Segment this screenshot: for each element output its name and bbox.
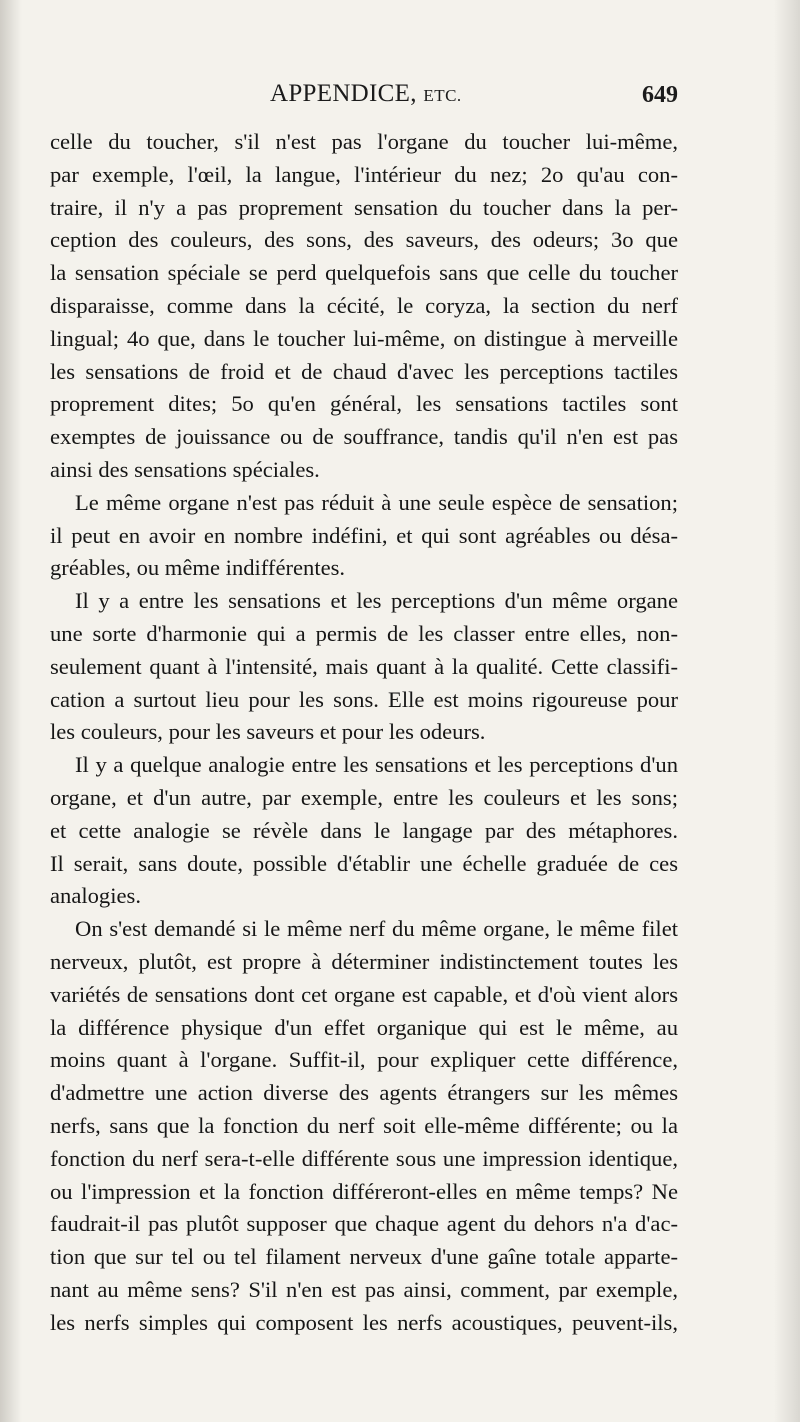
running-title: [270, 80, 462, 108]
text-line: les nerfs simples qui composent les nerfs acoustiques, peuvent-ils,: [50, 1309, 678, 1335]
text-line: Il y a quelque analogie entre les sensations et les perceptions d'un: [75, 752, 678, 778]
text-line: ainsi des sensations spéciales.: [50, 456, 320, 482]
paragraph: [50, 749, 678, 913]
text-line: la sensation spéciale se perd quelquefois sans que celle du toucher: [50, 260, 678, 286]
text-line: et cette analogie se révèle dans le langage par des métaphores.: [50, 817, 678, 843]
text-line: cation a surtout lieu pour les sons. Elle est moins rigoureuse pour: [50, 686, 678, 712]
text-line: traire, il n'y a pas proprement sensation du toucher dans la per-: [50, 194, 678, 220]
text-line: nerfs, sans que la fonction du nerf soit elle-même différente; ou la: [50, 1112, 678, 1138]
text-line: organe, et d'un autre, par exemple, entre les couleurs et les sons;: [50, 784, 678, 810]
text-line: fonction du nerf sera-t-elle différente sous une impression identique,: [50, 1145, 678, 1171]
text-line: lingual; 4o que, dans le toucher lui-même, on distingue à merveille: [50, 325, 678, 351]
page-edge-shadow: [774, 0, 800, 1422]
body-text: [50, 126, 678, 1339]
text-line: analogies.: [50, 883, 141, 909]
paragraph: [50, 126, 678, 487]
text-line: les sensations de froid et de chaud d'avec les perceptions tactiles: [50, 358, 678, 384]
text-line: gréables, ou même indifférentes.: [50, 555, 346, 581]
text-line: celle du toucher, s'il n'est pas l'organe du toucher lui-même,: [50, 129, 678, 154]
page-header: [50, 80, 678, 120]
paragraph: [50, 487, 678, 585]
text-line: ou l'impression et la fonction différeront-elles en même temps? Ne: [50, 1178, 678, 1204]
text-line: la différence physique d'un effet organique qui est le même, au: [50, 1014, 678, 1040]
text-line: variétés de sensations dont cet organe est capable, et d'où vient alors: [50, 981, 678, 1007]
text-line: Il y a entre les sensations et les perceptions d'un même organe: [75, 588, 678, 614]
text-line: les couleurs, pour les saveurs et pour les odeurs.: [50, 719, 486, 745]
text-line: il peut en avoir en nombre indéfini, et qui sont agréables ou désa-: [50, 522, 678, 548]
text-line: nant au même sens? S'il n'en est pas ainsi, comment, par exemple,: [50, 1276, 678, 1302]
text-line: une sorte d'harmonie qui a permis de les classer entre elles, non-: [50, 620, 678, 646]
text-line: tion que sur tel ou tel filament nerveux d'une gaîne totale apparte-: [50, 1244, 678, 1270]
text-line: disparaisse, comme dans la cécité, le coryza, la section du nerf: [50, 292, 678, 318]
running-title-etc: ETC.: [423, 86, 462, 105]
text-line: Le même organe n'est pas réduit à une seule espèce de sensation;: [75, 489, 678, 515]
text-line: Il serait, sans doute, possible d'établir une échelle graduée de ces: [50, 850, 678, 876]
text-line: moins quant à l'organe. Suffit-il, pour expliquer cette différence,: [50, 1047, 678, 1073]
text-line: d'admettre une action diverse des agents étrangers sur les mêmes: [50, 1080, 678, 1106]
text-line: ception des couleurs, des sons, des saveurs, des odeurs; 3o que: [50, 227, 678, 253]
text-line: proprement dites; 5o qu'en général, les sensations tactiles sont: [50, 391, 678, 417]
text-line: faudrait-il pas plutôt supposer que chaque agent du dehors n'a d'ac-: [50, 1211, 678, 1237]
text-line: seulement quant à l'intensité, mais quant à la qualité. Cette classifi-: [50, 653, 678, 679]
running-title-main: APPENDICE,: [270, 80, 417, 107]
paragraph: [50, 585, 678, 749]
paragraph: [50, 913, 678, 1339]
text-line: par exemple, l'œil, la langue, l'intérieur du nez; 2o qu'au con-: [50, 161, 678, 187]
page-number: 649: [642, 82, 678, 108]
text-line: exemptes de jouissance ou de souffrance, tandis qu'il n'en est pas: [50, 424, 678, 450]
text-line: nerveux, plutôt, est propre à déterminer indistinctement toutes les: [50, 948, 678, 974]
text-line: On s'est demandé si le même nerf du même organe, le même filet: [75, 916, 678, 942]
page-gutter-shadow: [0, 0, 22, 1422]
